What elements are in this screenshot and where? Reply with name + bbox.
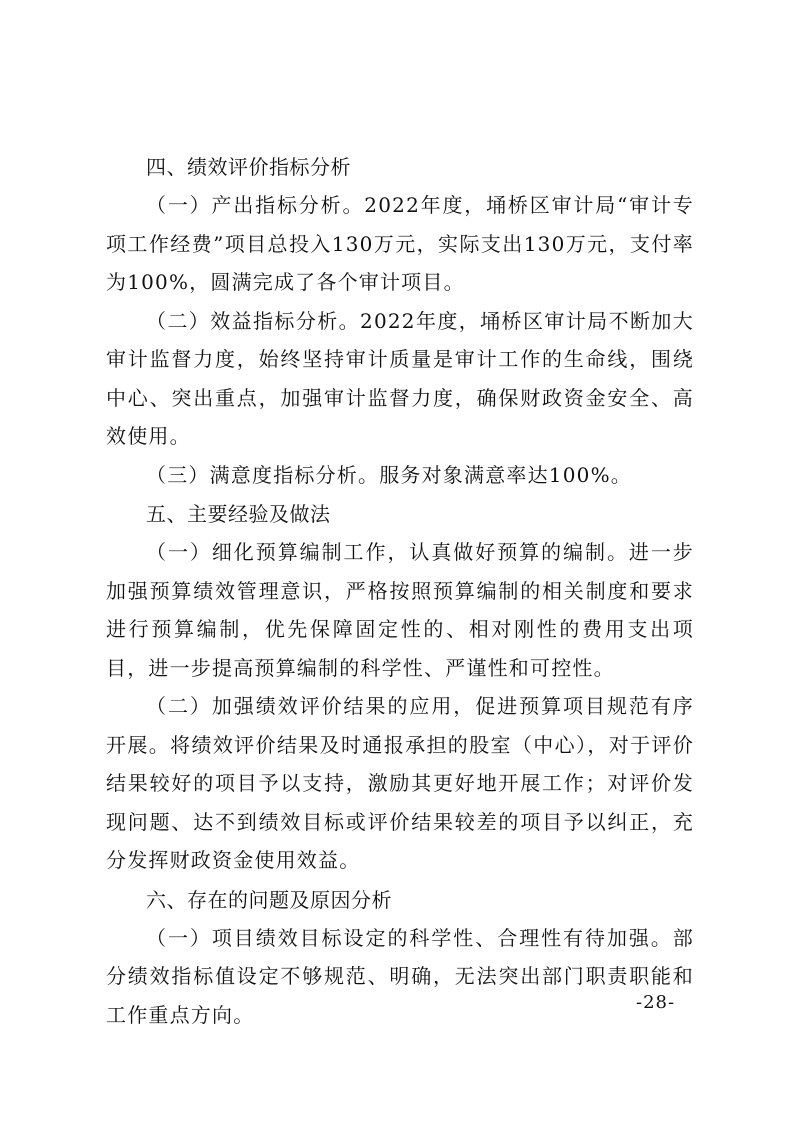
paragraph-evaluation-results: （二）加强绩效评价结果的应用，促进预算项目规范有序开展。将绩效评价结果及时通报承担的股室（中心），对于评价结果较好的项目予以支持，激励其更好地开展工作；对评价发现问题、达不到绩效目标或评价结果较差的项目予以纠正，充分发挥财政资金使用效益。 xyxy=(106,694,694,872)
paragraph-goal-setting: （一）项目绩效目标设定的科学性、合理性有待加强。部分绩效指标值设定不够规范、明确，无法突出部门职责职能和工作重点方向。 xyxy=(106,925,694,1027)
section-heading-experience: 五、主要经验及做法 xyxy=(146,502,331,526)
paragraph-benefit-indicators: （二）效益指标分析。2022年度，埇桥区审计局不断加大审计监督力度，始终坚持审计质量是审计工作的生命线，围绕中心、突出重点，加强审计监督力度，确保财政资金安全、高效使用。 xyxy=(106,308,694,448)
paragraph-output-indicators: （一）产出指标分析。2022年度，埇桥区审计局“审计专项工作经费”项目总投入130万元，实际支出130万元，支付率为100%，圆满完成了各个审计项目。 xyxy=(106,193,694,294)
document-body xyxy=(106,147,694,1034)
page-number: -28- xyxy=(636,992,676,1013)
paragraph-satisfaction-indicators: （三）满意度指标分析。服务对象满意率达100%。 xyxy=(146,462,632,487)
paragraph-budget-preparation: （一）细化预算编制工作，认真做好预算的编制。进一步加强预算绩效管理意识，严格按照预算编制的相关制度和要求进行预算编制，优先保障固定性的、相对刚性的费用支出项目，进一步提高预算编制的科学性、严谨性和可控性。 xyxy=(106,540,694,680)
section-heading-problems: 六、存在的问题及原因分析 xyxy=(146,887,392,912)
section-heading-performance-indicators: 四、绩效评价指标分析 xyxy=(146,155,351,179)
